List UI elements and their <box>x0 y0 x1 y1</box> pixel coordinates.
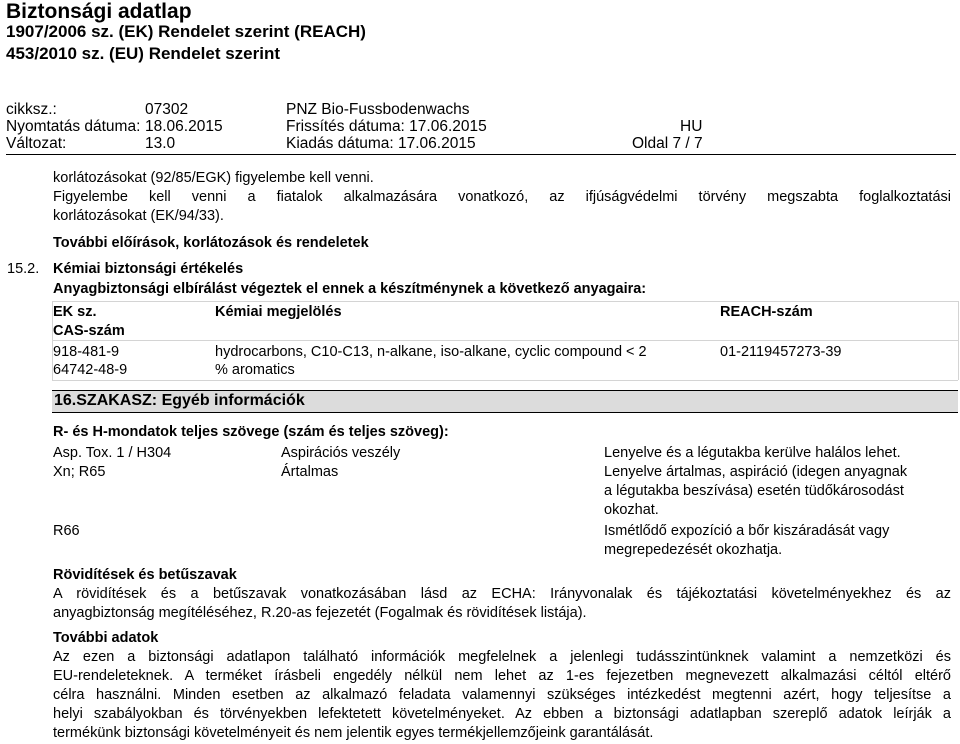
col-header-cas-number: CAS-szám <box>53 323 125 339</box>
rh-text-3-line2: megrepedezését okozhatja. <box>604 542 783 558</box>
rh-code-1: Asp. Tox. 1 / H304 <box>53 445 172 461</box>
abbreviations-heading: Rövidítések és betűszavak <box>53 567 237 583</box>
section-15-2-title: Kémiai biztonsági értékelés <box>53 261 244 277</box>
rh-code-2: Xn; R65 <box>53 464 106 480</box>
section-15-2-description: Anyagbiztonsági elbírálást végeztek el ennek a készítménynek a következő anyagaira: <box>53 281 647 297</box>
further-info-line3: célra használni. Minden esetben az alkalmazó feladata valamennyi szükséges intézkedést megtenni azért, hogy teljesítse a <box>53 687 951 703</box>
section-16-title: 16.SZAKASZ: Egyéb információk <box>54 392 305 409</box>
regulation-reach: 1907/2006 sz. (EK) Rendelet szerint (REACH) <box>6 22 366 41</box>
table-cell-reach-number: 01-2119457273-39 <box>720 344 842 360</box>
header-divider <box>6 154 956 155</box>
col-header-ec-number: EK sz. <box>53 304 97 320</box>
rh-name-1: Aspirációs veszély <box>281 445 401 461</box>
col-header-chemical-name: Kémiai megjelölés <box>215 304 342 320</box>
document-title: Biztonsági adatlap <box>6 0 192 23</box>
section-15-2-number: 15.2. <box>7 261 40 277</box>
version-value: 13.0 <box>145 135 176 152</box>
regulation-eu: 453/2010 sz. (EU) Rendelet szerint <box>6 44 281 63</box>
table-cell-ec-number: 918-481-9 <box>53 344 120 360</box>
revision-date: Frissítés dátuma: 17.06.2015 <box>286 118 487 135</box>
item-number-label: cikksz.: <box>6 101 57 118</box>
item-number-value: 07302 <box>145 101 189 118</box>
table-bottom-border <box>52 380 958 381</box>
table-header-border <box>52 340 958 341</box>
rh-text-2-line2: a légutakba beszívása) esetén tüdőkárosodást <box>604 483 904 499</box>
rh-name-2: Ártalmas <box>281 464 339 480</box>
rh-text-2-line3: okozhat. <box>604 502 659 518</box>
further-info-line5: termékünk biztonsági követelményeit és nem jelentik egyes termékjellemzőjeink garantálását. <box>53 725 654 741</box>
table-top-border <box>52 301 958 302</box>
issue-date: Kiadás dátuma: 17.06.2015 <box>286 135 476 152</box>
print-date-value: 18.06.2015 <box>145 118 223 135</box>
rh-text-1-line1: Lenyelve és a légutakba kerülve halálos lehet. <box>604 445 901 461</box>
further-info-line1: Az ezen a biztonsági adatlapon található információk megfelelnek a jelenlegi tudásszintünknek valamint a nemzetközi és <box>53 649 951 665</box>
rh-code-3: R66 <box>53 523 80 539</box>
paragraph-youth-line1: Figyelembe kell venni a fiatalok alkalmazására vonatkozó, az ifjúságvédelmi törvény megszabta foglalkoztatási <box>53 189 951 205</box>
page-number: Oldal 7 / 7 <box>632 135 703 152</box>
language-code: HU <box>680 118 703 135</box>
rh-text-2-line1: Lenyelve ártalmas, aspiráció (idegen anyagnak <box>604 464 908 480</box>
col-header-reach-number: REACH-szám <box>720 304 813 320</box>
table-cell-chemical-name-line2: % aromatics <box>215 362 295 378</box>
abbreviations-line1: A rövidítések és a betűszavak vonatkozásában lásd az ECHA: Irányvonalak és tájékoztatási követelményekhez és az <box>53 586 951 602</box>
abbreviations-line2: anyagbiztonság megítéléséhez, R.20-as fejezetét (Fogalmak és rövidítések listája). <box>53 605 587 621</box>
paragraph-maternity: korlátozásokat (92/85/EGK) figyelembe kell venni. <box>53 170 374 186</box>
version-label: Változat: <box>6 135 67 152</box>
paragraph-youth-line2: korlátozásokat (EK/94/33). <box>53 208 224 224</box>
further-regulations-heading: További előírások, korlátozások és rendeletek <box>53 235 369 251</box>
print-date-label: Nyomtatás dátuma: <box>6 118 141 135</box>
further-info-heading: További adatok <box>53 630 159 646</box>
rh-text-3-line1: Ismétlődő expozíció a bőr kiszáradását vagy <box>604 523 890 539</box>
table-right-border <box>958 301 959 380</box>
table-cell-cas-number: 64742-48-9 <box>53 362 128 378</box>
rh-phrases-heading: R- és H-mondatok teljes szövege (szám és teljes szöveg): <box>53 424 449 440</box>
product-name: PNZ Bio-Fussbodenwachs <box>286 101 470 118</box>
further-info-line2: EU-rendeleteknek. A terméket írásbeli engedély nélkül nem lehet az 1-es fejezetben megnevezett alkalmazási céltól eltérő <box>53 668 951 684</box>
further-info-line4: helyi szabályokban és törvényekben lefektetett követelményeket. Az ebben a biztonsági adatlapban szereplő adatok leírják a <box>53 706 951 722</box>
table-cell-chemical-name-line1: hydrocarbons, C10-C13, n-alkane, iso-alkane, cyclic compound < 2 <box>215 344 647 360</box>
